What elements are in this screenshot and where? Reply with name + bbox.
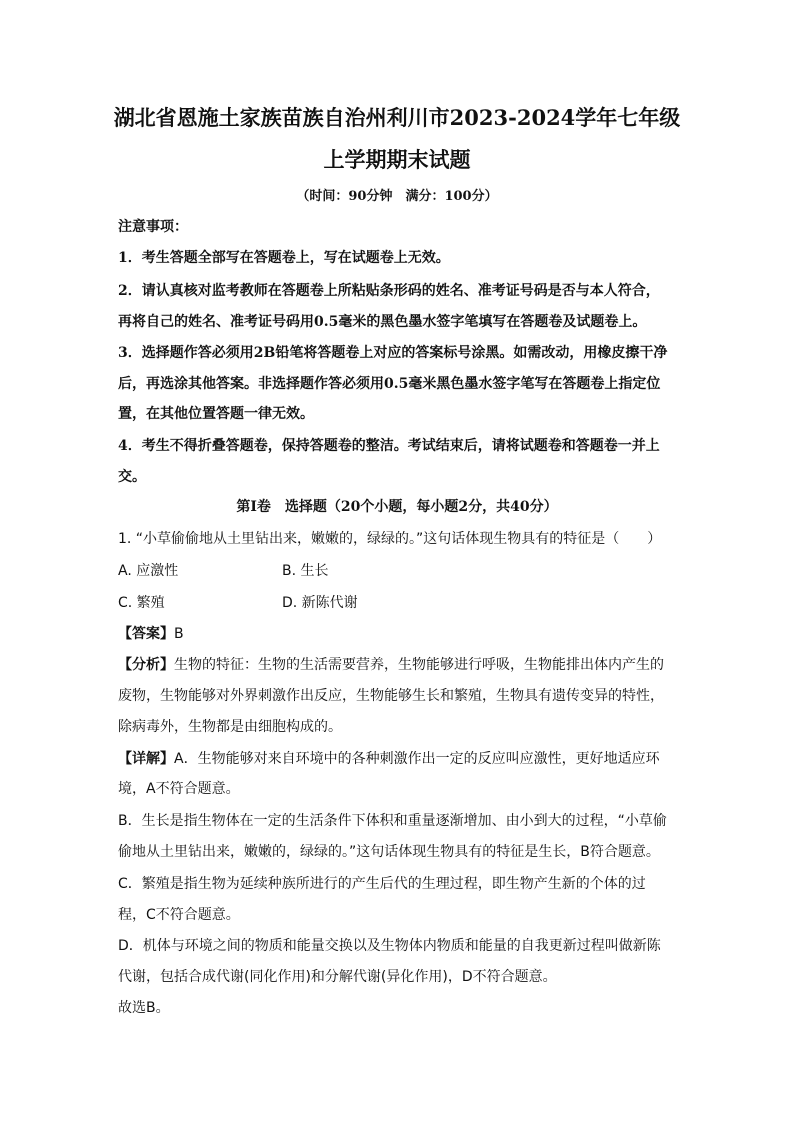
analysis-tag: 【分析】 (118, 657, 174, 673)
answer-line (118, 624, 678, 644)
exam-meta: （时间：90分钟 满分：100分） (296, 189, 498, 204)
detail-line (118, 749, 678, 769)
detail-line: C．繁殖是指生物为延续种族所进行的产生后代的生理过程，即生物产生新的个体的过 (118, 876, 646, 892)
notice-line: 1．考生答题全部写在答题卷上，写在试题卷上无效。 (118, 250, 450, 266)
analysis-line: 废物，生物能够对外界刺激作出反应，生物能够生长和繁殖，生物具有遗传变异的特性， (118, 688, 664, 704)
detail-line: 程，C不符合题意。 (118, 907, 240, 923)
detail-line: B．生长是指生物体在一定的生活条件下体积和重量逐渐增加、由小到大的过程，“小草偷 (118, 813, 667, 829)
detail-line: 境，A不符合题意。 (118, 781, 240, 797)
notice-line: 置，在其他位置答题一律无效。 (118, 406, 314, 422)
notice-line: 交。 (118, 469, 146, 485)
notice-heading: 注意事项： (118, 219, 188, 235)
answer-tag: 【答案】 (118, 626, 174, 642)
option-d: D. 新陈代谢 (282, 595, 358, 611)
detail-line: 偷地从土里钻出来，嫩嫩的，绿绿的。”这句话体现生物具有的特征是生长，B符合题意。 (118, 844, 660, 860)
notice-line: 2．请认真核对监考教师在答题卷上所粘贴条形码的姓名、准考证号码是否与本人符合， (118, 283, 660, 299)
detail-line: D．机体与环境之间的物质和能量交换以及生物体内物质和能量的自我更新过程叫做新陈 (118, 938, 661, 954)
section-title: 第Ⅰ卷 选择题（20个小题，每小题2分，共40分） (236, 499, 558, 515)
analysis-line (118, 655, 678, 675)
notice-line: 3．选择题作答必须用2B铅笔将答题卷上对应的答案标号涂黑。如需改动，用橡皮擦干净 (118, 345, 668, 361)
detail-text: A．生物能够对来自环境中的各种刺激作出一定的反应叫应激性，更好地适应环 (174, 751, 660, 767)
notice-line: 4．考生不得折叠答题卷，保持答题卷的整洁。考试结束后，请将试题卷和答题卷一并上 (118, 438, 660, 454)
option-a: A. 应激性 (118, 563, 179, 579)
analysis-text: 生物的特征：生物的生活需要营养，生物能够进行呼吸，生物能排出体内产生的 (174, 657, 664, 673)
document-title-line-1: 湖北省恩施土家族苗族自治州利川市2023-2024学年七年级 (113, 105, 681, 130)
notice-line: 再将自己的姓名、准考证号码用0.5毫米的黑色墨水签字笔填写在答题卷及试题卷上。 (118, 314, 647, 330)
notice-line: 后，再选涂其他答案。非选择题作答必须用0.5毫米黑色墨水签字笔写在答题卷上指定位 (118, 376, 661, 392)
document-title-line-2: 上学期期末试题 (323, 147, 471, 172)
analysis-line: 除病毒外，生物都是由细胞构成的。 (118, 719, 342, 735)
question-stem: 1. “小草偷偷地从土里钻出来，嫩嫩的，绿绿的。”这句话体现生物具有的特征是（ ） (118, 531, 662, 547)
option-b: B. 生长 (282, 563, 329, 579)
detail-tag: 【详解】 (118, 751, 174, 767)
answer-value: B (174, 626, 184, 642)
option-c: C. 繁殖 (118, 595, 165, 611)
detail-line: 代谢，包括合成代谢(同化作用)和分解代谢(异化作用)，D不符合题意。 (118, 969, 557, 985)
conclusion-line: 故选B。 (118, 1000, 170, 1016)
